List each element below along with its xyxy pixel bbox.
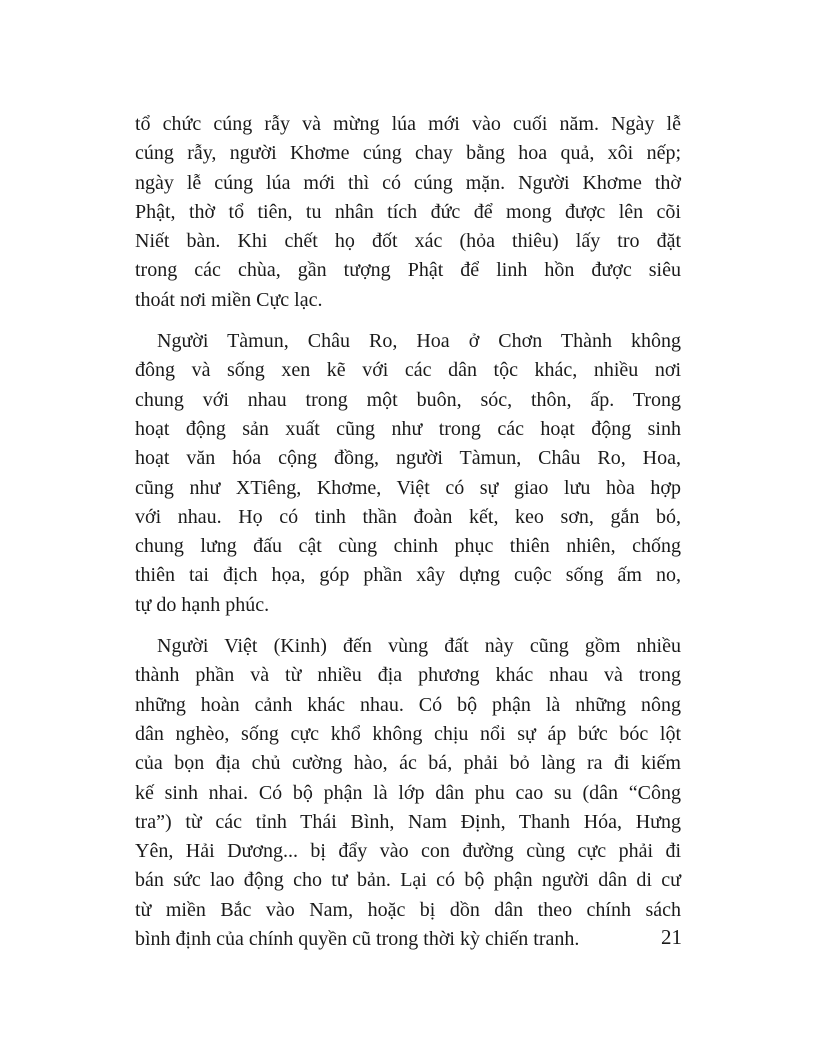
- text-line: Người Việt (Kinh) đến vùng đất này cũng gồm nhiều: [157, 635, 681, 658]
- text-line: chung lưng đấu cật cùng chinh phục thiên nhiên, chống: [135, 535, 681, 558]
- text-line: đông và sống xen kẽ với các dân tộc khác, nhiều nơi: [135, 359, 681, 382]
- text-line: thành phần và từ nhiều địa phương khác nhau và trong: [135, 664, 681, 687]
- page-body: [135, 110, 681, 954]
- text-line: chung với nhau trong một buôn, sóc, thôn, ấp. Trong: [135, 388, 681, 411]
- text-line: tổ chức cúng rẫy và mừng lúa mới vào cuối năm. Ngày lễ: [135, 113, 681, 135]
- text-line: Phật, thờ tổ tiên, tu nhân tích đức để mong được lên cõi: [135, 200, 681, 223]
- text-line: của bọn địa chủ cường hào, ác bá, phải bỏ làng ra đi kiếm: [135, 752, 681, 775]
- text-line: thiên tai địch họa, góp phần xây dựng cuộc sống ấm no,: [135, 564, 681, 587]
- text-line: thoát nơi miền Cực lạc.: [135, 288, 323, 311]
- text-line: trong các chùa, gần tượng Phật để linh hồn được siêu: [135, 259, 681, 282]
- text-line: kế sinh nhai. Có bộ phận là lớp dân phu cao su (dân “Công: [135, 781, 681, 804]
- text-line: cũng như XTiêng, Khơme, Việt có sự giao lưu hòa hợp: [135, 476, 681, 499]
- text-line: tự do hạnh phúc.: [135, 593, 270, 616]
- text-line: từ miền Bắc vào Nam, hoặc bị dồn dân theo chính sách: [135, 898, 681, 921]
- text-line: tra”) từ các tỉnh Thái Bình, Nam Định, Thanh Hóa, Hưng: [135, 810, 681, 833]
- text-line: với nhau. Họ có tinh thần đoàn kết, keo sơn, gắn bó,: [135, 505, 681, 528]
- paragraph-3: [135, 632, 681, 954]
- text-line: cúng rẫy, người Khơme cúng chay bằng hoa quả, xôi nếp;: [135, 142, 681, 165]
- text-line: hoạt văn hóa cộng đồng, người Tàmun, Châu Ro, Hoa,: [135, 447, 681, 470]
- paragraph-1: [135, 110, 681, 315]
- text-line: bình định của chính quyền cũ trong thời kỳ chiến tranh.: [135, 928, 580, 951]
- text-line: Yên, Hải Dương... bị đẩy vào con đường cùng cực phải đi: [135, 840, 681, 863]
- text-line: dân nghèo, sống cực khổ không chịu nổi sự áp bức bóc lột: [135, 722, 681, 745]
- page-number: 21: [661, 925, 682, 949]
- text-line: ngày lễ cúng lúa mới thì có cúng mặn. Người Khơme thờ: [135, 171, 681, 194]
- text-line: bán sức lao động cho tư bản. Lại có bộ phận người dân di cư: [135, 869, 681, 892]
- text-line: Người Tàmun, Châu Ro, Hoa ở Chơn Thành không: [157, 330, 681, 353]
- text-line: những hoàn cảnh khác nhau. Có bộ phận là những nông: [135, 693, 681, 716]
- text-line: Niết bàn. Khi chết họ đốt xác (hỏa thiêu) lấy tro đặt: [135, 230, 681, 253]
- text-line: hoạt động sản xuất cũng như trong các hoạt động sinh: [135, 417, 681, 440]
- paragraph-2: [135, 327, 681, 620]
